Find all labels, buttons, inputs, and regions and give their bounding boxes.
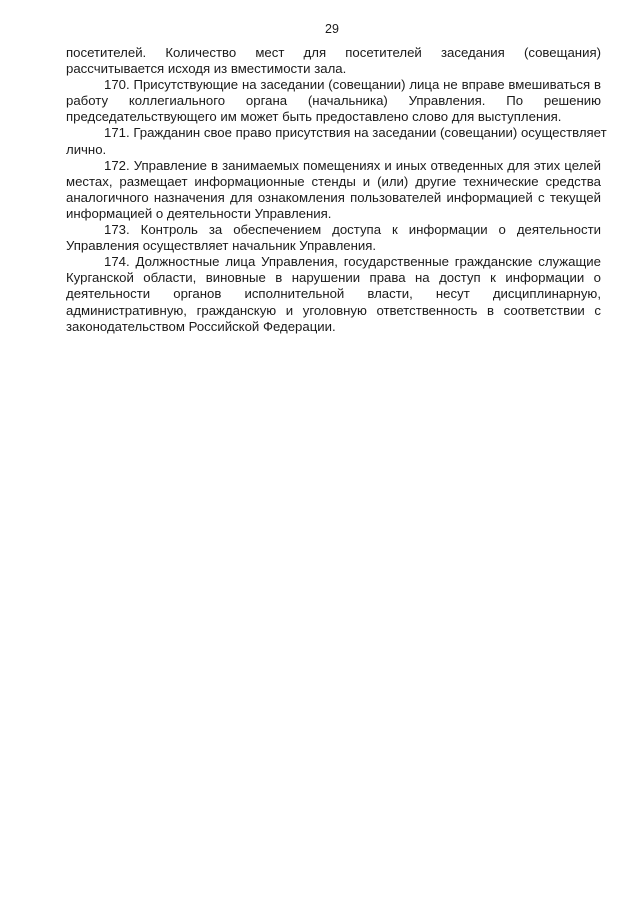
text-line: работу коллегиального органа (начальника) Управления. По решению — [66, 93, 601, 109]
text-line: административную, гражданскую и уголовную ответственность в соответствии с — [66, 302, 601, 318]
text-line: 170. Присутствующие на заседании (совещании) лица не вправе вмешиваться в — [104, 77, 601, 93]
text-line: 172. Управление в занимаемых помещениях и иных отведенных для этих целей — [104, 157, 601, 173]
text-line: посетителей. Количество мест для посетителей заседания (совещания) — [66, 45, 601, 60]
text-line: рассчитывается исходя из вместимости зала. — [66, 61, 347, 77]
paragraph — [66, 158, 601, 222]
text-line: 171. Гражданин свое право присутствия на заседании (совещании) осуществляет — [104, 125, 607, 141]
document-body — [66, 45, 607, 335]
paragraph — [66, 45, 601, 77]
paragraph — [66, 254, 601, 334]
text-line: Управления осуществляет начальник Управления. — [66, 238, 377, 254]
text-line: местах, размещает информационные стенды и (или) другие технические средства — [66, 173, 601, 189]
text-line: информацией о деятельности Управления. — [66, 205, 332, 221]
text-line: председательствующего им может быть предоставлено слово для выступления. — [66, 109, 562, 125]
paragraph — [66, 77, 601, 125]
page-number: 29 — [325, 22, 339, 36]
text-line: лично. — [66, 141, 107, 157]
text-line: Курганской области, виновные в нарушении права на доступ к информации о — [66, 270, 601, 286]
paragraph — [66, 125, 607, 157]
text-line: 173. Контроль за обеспечением доступа к информации о деятельности — [104, 222, 601, 238]
text-line: законодательством Российской Федерации. — [66, 318, 336, 334]
paragraph — [66, 222, 601, 254]
text-line: аналогичного назначения для ознакомления пользователей информацией с текущей — [66, 189, 601, 205]
text-line: 174. Должностные лица Управления, государственные гражданские служащие — [104, 254, 601, 270]
text-line: деятельности органов исполнительной власти, несут дисциплинарную, — [66, 286, 601, 302]
